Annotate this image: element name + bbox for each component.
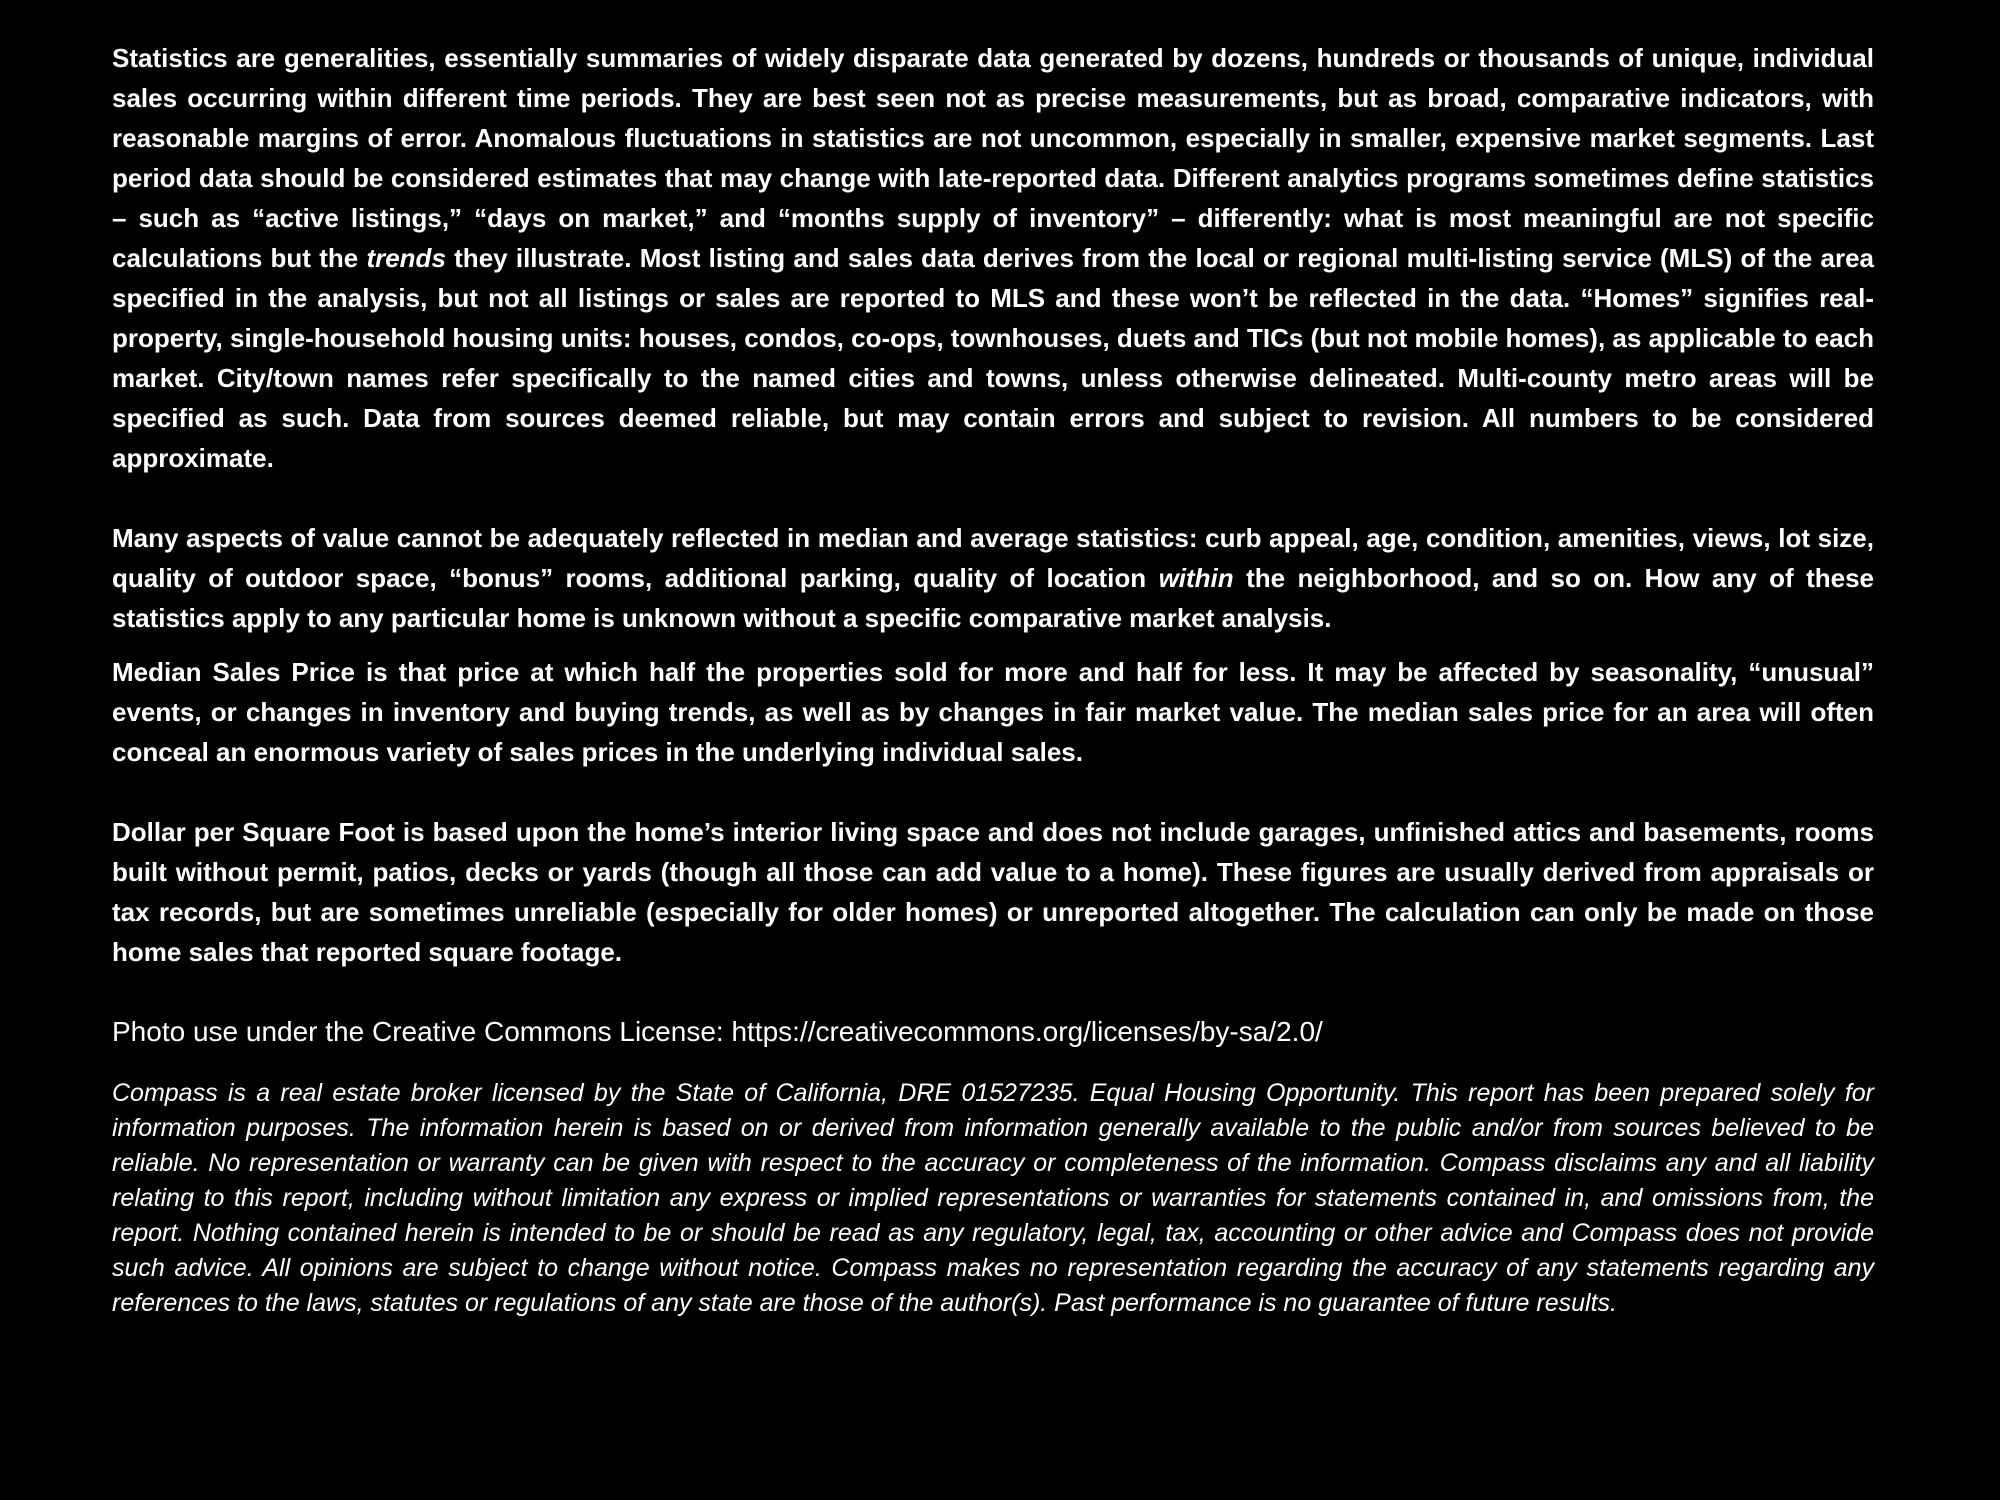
statistics-emphasis: trends [366, 243, 446, 273]
statistics-text-part2: they illustrate. Most listing and sales data derives from the local or regional multi-listing service (MLS) of the area specified in the analysis, but not all listings or sales are reported to MLS and these won’t be reflected in the data. “Homes” signifies real-property, single-household housing units: houses, condos, co-ops, townhouses, duets and TICs (but not mobile homes), as applicable to each market. City/town names refer specifically to the named cities and towns, unless otherwise delineated. Multi-county metro areas will be specified as such. Data from sources deemed reliable, but may contain errors and subject to revision. All numbers to be considered approximate. [112, 243, 1874, 473]
value-aspects-emphasis: within [1158, 563, 1234, 593]
median-sales-price-paragraph: Median Sales Price is that price at which half the properties sold for more and half for less. It may be affected by seasonality, “unusual” events, or changes in inventory and buying trends, as well as by changes in fair market value. The median sales price for an area will often conceal an enormous variety of sales prices in the underlying individual sales. [112, 657, 1874, 767]
statistics-paragraph [112, 38, 1874, 478]
value-aspects-text-part1: Many aspects of value cannot be adequately reflected in median and average statistics: curb appeal, age, condition, amenities, views, lot size, quality of outdoor space, “bonus” rooms, additional parking, quality of location [112, 523, 1874, 593]
document-body [112, 38, 1874, 1321]
dollar-per-sqft-paragraph: Dollar per Square Foot is based upon the home’s interior living space and does not include garages, unfinished attics and basements, rooms built without permit, patios, decks or yards (though all those can add value to a home). These figures are usually derived from appraisals or tax records, but are sometimes unreliable (especially for older homes) or unreported altogether. The calculation can only be made on those home sales that reported square footage. [112, 817, 1874, 967]
statistics-text-part1: Statistics are generalities, essentially summaries of widely disparate data generated by dozens, hundreds or thousands of unique, individual sales occurring within different time periods. They are best seen not as precise measurements, but as broad, comparative indicators, with reasonable margins of error. Anomalous fluctuations in statistics are not uncommon, especially in smaller, expensive market segments. Last period data should be considered estimates that may change with late-reported data. Different analytics programs sometimes define statistics – such as “active listings,” “days on market,” and “months supply of inventory” – differently: what is most meaningful are not specific calculations but the [112, 43, 1874, 273]
value-aspects-paragraph [112, 518, 1874, 638]
value-aspects-text-part2: the neighborhood, and so on. How any of these statistics apply to any particular home is unknown without a specific comparative market analysis. [112, 563, 1875, 633]
compass-disclaimer: Compass is a real estate broker licensed by the State of California, DRE 01527235. Equal Housing Opportunity. This report has been prepared solely for information purposes. The information herein is based on or derived from information generally available to the public and/or from sources believed to be reliable. No representation or warranty can be given with respect to the accuracy or completeness of the information. Compass disclaims any and all liability relating to this report, including without limitation any express or implied representations or warranties for statements contained in, and omissions from, the report. Nothing contained herein is intended to be or should be read as any regulatory, legal, tax, accounting or other advice and Compass does not provide such advice. All opinions are subject to change without notice. Compass makes no representation regarding the accuracy of any statements regarding any references to the laws, statutes or regulations of any state are those of the author(s). Past performance is no guarantee of future results. [112, 1079, 1874, 1317]
photo-license-line: Photo use under the Creative Commons License: https://creativecommons.org/licenses/by-sa/2.0/ [112, 1016, 1323, 1047]
